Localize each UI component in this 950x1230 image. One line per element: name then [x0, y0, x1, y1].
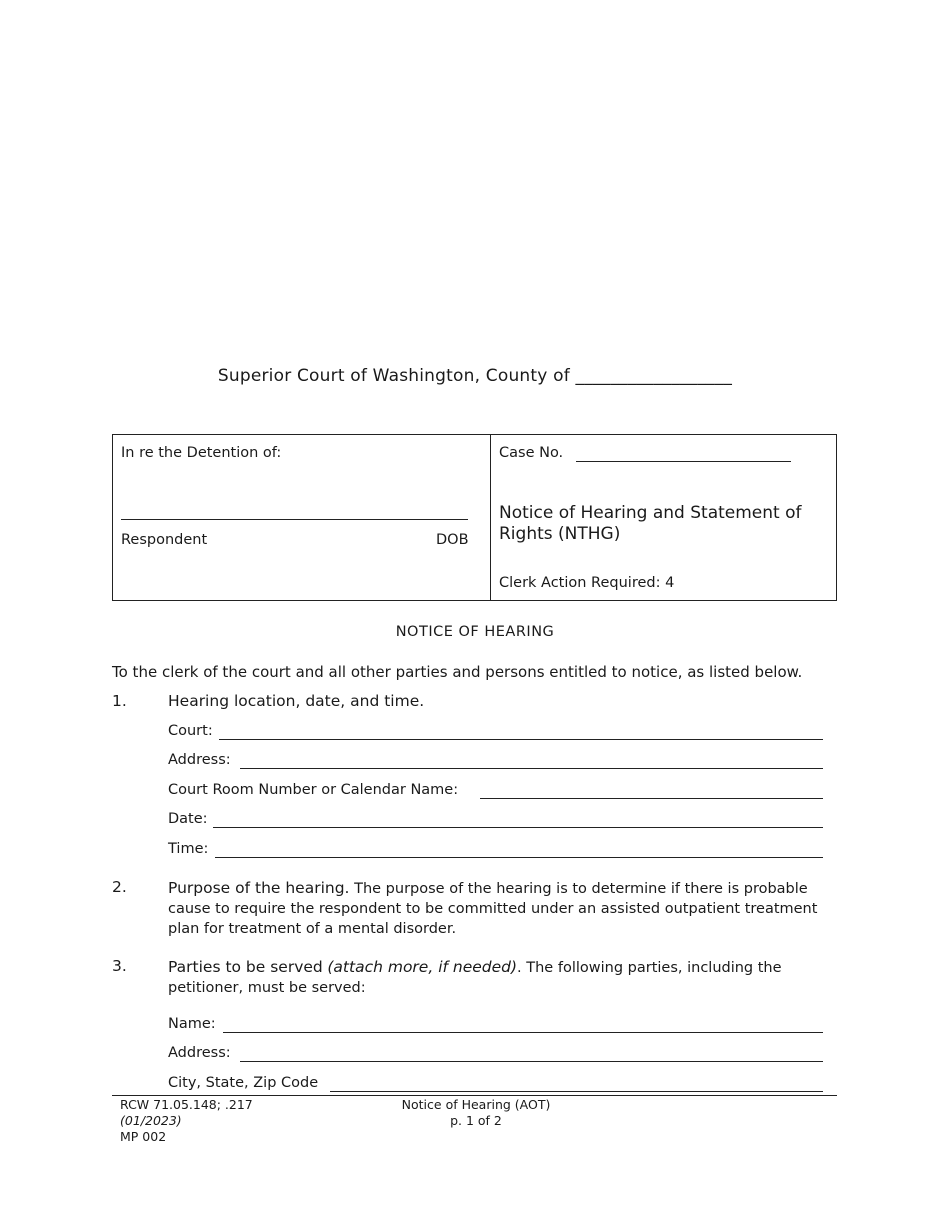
footer-revision: (01/2023): [120, 1113, 182, 1128]
case-no-label: Case No.: [499, 445, 564, 461]
item2-number: 2.: [112, 878, 127, 896]
item1-title: Hearing location, date, and time.: [168, 692, 425, 710]
respondent-label: Respondent: [121, 532, 208, 548]
item2-text-line1: The purpose of the hearing is to determine if there is probable: [354, 881, 808, 897]
intro-text: To the clerk of the court and all other parties and persons entitled to notice, as listed below.: [112, 663, 803, 681]
dob-label: DOB: [436, 532, 469, 548]
item3-number: 3.: [112, 957, 127, 975]
footer-rule: [112, 1095, 837, 1096]
item2-title: Purpose of the hearing.: [168, 879, 350, 897]
item3-text-line1: . The following parties, including the: [517, 960, 782, 976]
clerk-action: Clerk Action Required: 4: [499, 575, 675, 591]
footer-form-code: MP 002: [120, 1129, 167, 1144]
party-name-label: Name:: [168, 1016, 216, 1032]
party-address-line[interactable]: [240, 1061, 823, 1062]
footer-center: [376, 1097, 576, 1129]
caption-divider: [490, 435, 491, 600]
footer-statute: RCW 71.05.148; .217: [120, 1097, 253, 1112]
date-field-line[interactable]: [213, 827, 823, 828]
party-city-label: City, State, Zip Code: [168, 1075, 319, 1091]
party-city-line[interactable]: [330, 1091, 823, 1092]
address-field-label: Address:: [168, 752, 231, 768]
court-field-label: Court:: [168, 723, 213, 739]
item3-paragraph: [168, 957, 838, 998]
section-heading: NOTICE OF HEARING: [395, 624, 555, 640]
party-address-label: Address:: [168, 1045, 231, 1061]
caption-box: [112, 434, 837, 601]
footer-doc-title: Notice of Hearing (AOT): [401, 1097, 551, 1112]
room-field-line[interactable]: [480, 798, 823, 799]
detention-label: In re the Detention of:: [121, 445, 282, 461]
item1-number: 1.: [112, 692, 127, 710]
court-field-line[interactable]: [219, 739, 823, 740]
address-field-line[interactable]: [240, 768, 823, 769]
time-field-label: Time:: [168, 841, 209, 857]
item3-text-line2: petitioner, must be served:: [168, 980, 366, 996]
item3-title-italic: (attach more, if needed): [327, 958, 518, 976]
court-title: Superior Court of Washington, County of __________________: [217, 366, 733, 386]
respondent-name-line[interactable]: [121, 519, 468, 520]
item2-paragraph: [168, 878, 838, 939]
room-field-label: Court Room Number or Calendar Name:: [168, 782, 459, 798]
footer-left: [120, 1097, 253, 1145]
item3-title: Parties to be served: [168, 958, 323, 976]
item2-text-line2: cause to require the respondent to be committed under an assisted outpatient treatment: [168, 901, 818, 917]
footer-page: p. 1 of 2: [450, 1113, 502, 1128]
form-title: Notice of Hearing and Statement of Rights (NTHG): [499, 503, 802, 544]
party-name-line[interactable]: [223, 1032, 823, 1033]
case-no-line[interactable]: [576, 461, 791, 462]
date-field-label: Date:: [168, 811, 208, 827]
item2-text-line3: plan for treatment of a mental disorder.: [168, 921, 457, 937]
time-field-line[interactable]: [215, 857, 823, 858]
